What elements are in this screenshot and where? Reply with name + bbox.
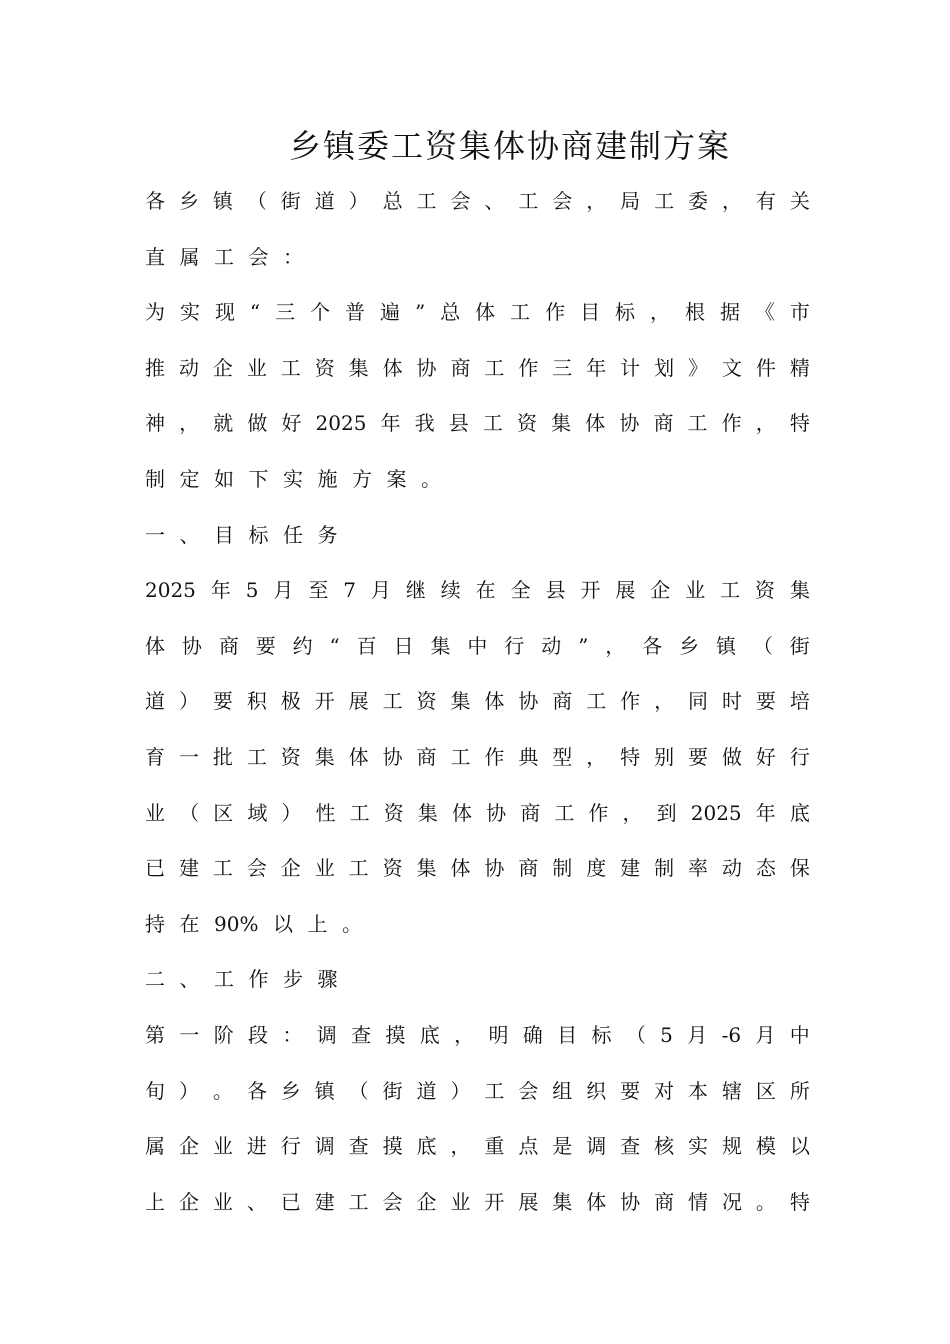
document-body — [145, 174, 810, 1230]
body-line: 上 企 业 、 已 建 工 会 企 业 开 展 集 体 协 商 情 况 。 特 — [145, 1189, 810, 1214]
body-line: 第 一 阶 段 ： 调 查 摸 底 ， 明 确 目 标 （ 5 月 -6 月 中 — [145, 1022, 810, 1047]
body-line: 各 乡 镇 （ 街 道 ） 总 工 会 、 工 会 ， 局 工 委 ， 有 关 — [145, 189, 810, 213]
body-line: 2025 年 5 月 至 7 月 继 续 在 全 县 开 展 企 业 工 资 集 — [145, 578, 810, 603]
body-line: 推 动 企 业 工 资 集 体 协 商 工 作 三 年 计 划 》 文 件 精 — [145, 355, 810, 380]
body-line: 属 企 业 进 行 调 查 摸 底 ， 重 点 是 调 查 核 实 规 模 以 — [145, 1134, 810, 1159]
body-line: 体 协 商 要 约 “ 百 日 集 中 行 动 ” ， 各 乡 镇 （ 街 — [145, 633, 810, 658]
body-line: 神 ， 就 做 好 2025 年 我 县 工 资 集 体 协 商 工 作 ， 特 — [145, 411, 810, 436]
body-line: 旬 ） 。 各 乡 镇 （ 街 道 ） 工 会 组 织 要 对 本 辖 区 所 — [145, 1078, 810, 1103]
body-line: 已 建 工 会 企 业 工 资 集 体 协 商 制 度 建 制 率 动 态 保 — [145, 856, 810, 881]
body-line: 为 实 现 “ 三 个 普 遍 ” 总 体 工 作 目 标 ， 根 据 《 市 — [145, 300, 810, 325]
body-line: 制 定 如 下 实 施 方 案 。 — [145, 466, 441, 491]
document-title: 乡镇委工资集体协商建制方案 — [288, 127, 731, 165]
body-line: 一 、 目 标 任 务 — [145, 522, 338, 547]
body-line: 业 （ 区 域 ） 性 工 资 集 体 协 商 工 作 ， 到 2025 年 底 — [145, 800, 810, 825]
body-line: 道 ） 要 积 极 开 展 工 资 集 体 协 商 工 作 ， 同 时 要 培 — [145, 689, 810, 714]
body-line: 直 属 工 会 ： — [145, 244, 303, 269]
body-line: 育 一 批 工 资 集 体 协 商 工 作 典 型 ， 特 别 要 做 好 行 — [145, 744, 810, 769]
body-line: 持 在 90% 以 上 。 — [145, 911, 362, 936]
body-line: 二 、 工 作 步 骤 — [145, 967, 338, 992]
